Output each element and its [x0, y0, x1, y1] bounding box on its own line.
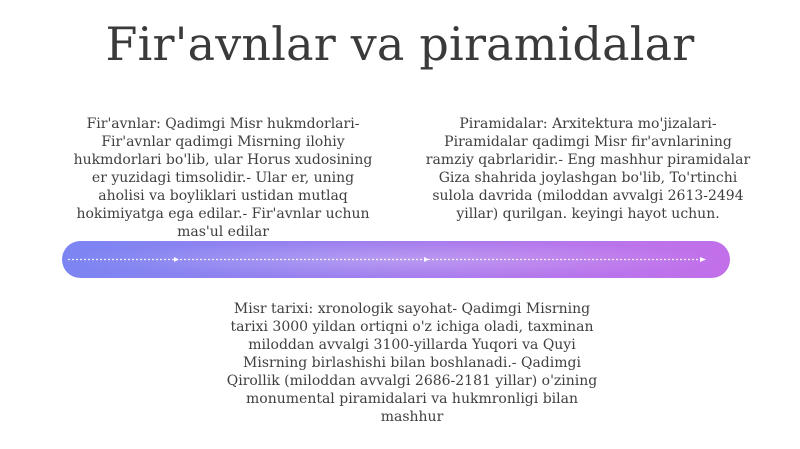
pharaohs-text-block: Fir'avnlar: Qadimgi Misr hukmdorlari- Fir'avnlar qadimgi Misrning ilohiy hukmdorlari bo'lib, ular Horus xudosining er yuzidagi timsolidir.- Ular er, uning aholisi va boyliklari ustidan mutlaq hokimiyatga ega edilar.- Fir'avnlar uchun mas'ul edilar: [73, 116, 373, 240]
slide-title: Fir'avnlar va piramidalar: [105, 17, 695, 71]
history-text-block: Misr tarixi: xronologik sayohat- Qadimgi Misrning tarixi 3000 yildan ortiqni o'z ichiga oladi, taxminan miloddan avvalgi 3100-yillarda Yuqori va Quyi Misrning birlashishi bilan boshlanadi.- Qadimgi Qirollik (miloddan avvalgi 2686-2181 yillar) o'zining monumental piramidalari va hukmronligi bilan mashhur: [226, 301, 598, 425]
pyramids-text-block: Piramidalar: Arxitektura mo'jizalari- Piramidalar qadimgi Misr fir'avnlarining ramziy qabrlaridir.- Eng mashhur piramidalar Giza shahrida joylashgan bo'lib, To'rtinchi sulola davrida (miloddan avvalgi 2613-2494 yillar) qurilgan. keyingi hayot uchun.: [425, 116, 751, 222]
timeline-arrowhead-2: [424, 257, 429, 262]
timeline-arrow-line: [62, 241, 730, 278]
timeline-bar: [62, 241, 730, 278]
timeline-arrowhead-1: [174, 257, 179, 262]
timeline-arrowhead-end: [700, 257, 706, 262]
